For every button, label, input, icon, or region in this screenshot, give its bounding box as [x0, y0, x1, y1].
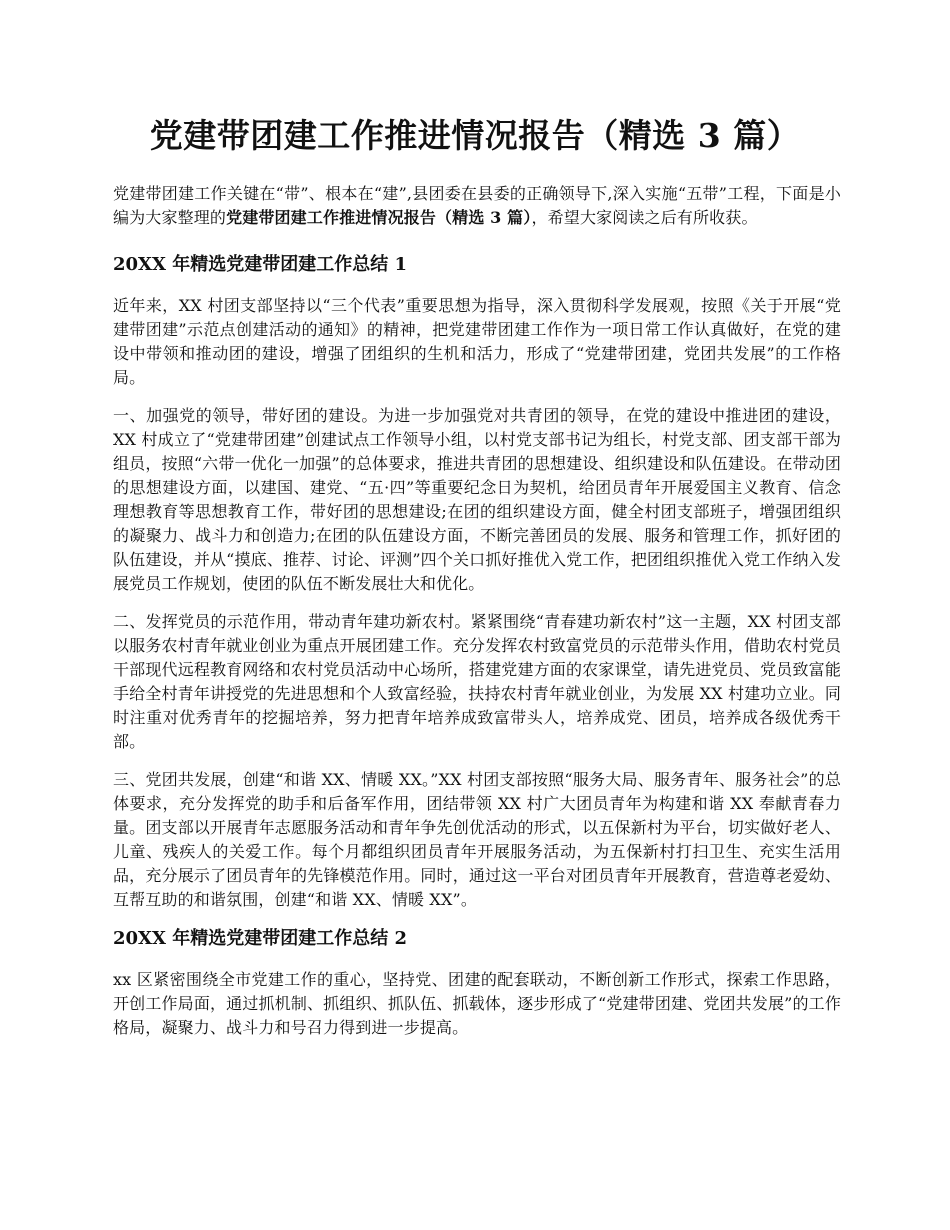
intro-text-before: 党建带团建工作关键在“带”、根本在“建”,县团委在县委的正确领导下,深入实施“五带”工程，下面是小编为大家整理的: [113, 184, 841, 227]
intro-paragraph: [113, 182, 841, 230]
section-paragraph: xx 区紧密围绕全市党建工作的重心，坚持党、团建的配套联动，不断创新工作形式，探索工作思路，开创工作局面，通过抓机制、抓组织、抓队伍、抓载体，逐步形成了“党建带团建、党团共发展”的工作格局，凝聚力、战斗力和号召力得到进一步提高。: [113, 970, 841, 1037]
section-paragraph: 二、发挥党员的示范作用，带动青年建功新农村。紧紧围绕“青春建功新农村”这一主题，XX 村团支部以服务农村青年就业创业为重点开展团建工作。充分发挥农村致富党员的示范带头作用，借助农村党员干部现代远程教育网络和农村党员活动中心场所，搭建党建方面的农家课堂，请先进党员、党员致富能手给全村青年讲授党的先进思想和个人致富经验，扶持农村青年就业创业，为发展 XX 村建功立业。同时注重对优秀青年的挖掘培养，努力把青年培养成致富带头人，培养成党、团员，培养成各级优秀干部。: [113, 612, 842, 751]
intro-text-bold: 党建带团建工作推进情况报告（精选 3 篇）: [226, 208, 532, 227]
section-paragraph: 三、党团共发展，创建“和谐 XX、情暖 XX。”XX 村团支部按照“服务大局、服务青年、服务社会”的总体要求，充分发挥党的助手和后备军作用，团结带领 XX 村广大团员青年为构建和谐 XX 奉献青春力量。团支部以开展青年志愿服务活动和青年争先创优活动的形式，以五保新村为平台，切实做好老人、儿童、残疾人的关爱工作。每个月都组织团员青年开展服务活动，为五保新村打扫卫生、充实生活用品，充分展示了团员青年的先锋模范作用。同时，通过这一平台对团员青年开展教育，营造尊老爱幼、互帮互助的和谐氛围，创建“和谐 XX、情暖 XX”。: [113, 770, 841, 909]
section-heading: 20XX 年精选党建带团建工作总结 1: [113, 254, 408, 275]
intro-text-after: ，希望大家阅读之后有所收获。: [531, 208, 758, 227]
document-body: [113, 182, 841, 1054]
section-paragraph: 一、加强党的领导，带好团的建设。为进一步加强党对共青团的领导，在党的建设中推进团的建设，XX 村成立了“党建带团建”创建试点工作领导小组，以村党支部书记为组长，村党支部、团支部干部为组员，按照“六带一优化一加强”的总体要求，推进共青团的思想建设、组织建设和队伍建设。在带动团的思想建设方面，以建国、建党、“五·四”等重要纪念日为契机，给团员青年开展爱国主义教育、信念理想教育等思想教育工作，带好团的思想建设;在团的组织建设方面，健全村团支部班子，增强团组织的凝聚力、战斗力和创造力;在团的队伍建设方面，不断完善团员的发展、服务和管理工作，抓好团的队伍建设，并从“摸底、推荐、讨论、评测”四个关口抓好推优入党工作，把团组织推优入党工作纳入发展党员工作规划，使团的队伍不断发展壮大和优化。: [113, 406, 841, 593]
section-paragraph: 近年来，XX 村团支部坚持以“三个代表”重要思想为指导，深入贯彻科学发展观，按照《关于开展“党建带团建”示范点创建活动的通知》的精神，把党建带团建工作作为一项日常工作认真做好，在党的建设中带领和推动团的建设，增强了团组织的生机和活力，形成了“党建带团建，党团共发展”的工作格局。: [113, 296, 841, 387]
section-2: [113, 926, 841, 1040]
section-heading: 20XX 年精选党建带团建工作总结 2: [113, 928, 408, 949]
document-title: 党建带团建工作推进情况报告（精选 3 篇）: [149, 116, 801, 155]
section-1: [113, 252, 841, 912]
